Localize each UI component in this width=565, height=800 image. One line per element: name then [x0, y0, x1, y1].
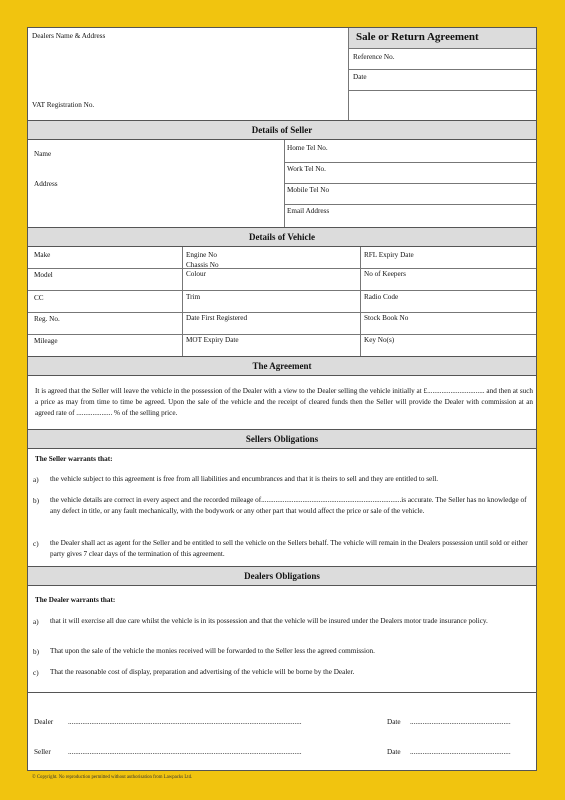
divider — [284, 162, 536, 163]
list-item: the Dealer shall act as agent for the Seller and be entitled to sell the vehicle on the Sellers behalf. The vehicle will remain in the Dealers possession until sold or either party gives 7 clear days of the termination of this agreement. — [50, 539, 528, 558]
list-letter: b) — [33, 648, 39, 656]
colour-label: Colour — [186, 270, 206, 278]
agreement-text: It is agreed that the Seller will leave the vehicle in the possession of the Dealer with a view to the Dealer selling the vehicle initially at £................................ and then at such a price as may from time to time be agreed. Upon the sale of the vehicle and the receipt of cleared funds then the Seller will provide the Dealer with commission at an agreed rate of .................... % of the selling price. — [35, 387, 533, 417]
dealer-sign-label: Dealer — [34, 718, 54, 726]
vehicle-heading: Details of Vehicle — [28, 227, 536, 247]
rfl-label: RFL Expiry Date — [364, 251, 414, 259]
agreement-heading: The Agreement — [28, 356, 536, 376]
seller-sign-label: Seller — [34, 748, 51, 756]
divider — [28, 334, 536, 335]
list-item: That the reasonable cost of display, preparation and advertising of the vehicle will be borne by the Dealer. — [50, 668, 355, 676]
divider — [360, 247, 361, 356]
list-item: That upon the sale of the vehicle the monies received will be forwarded to the Seller less the agreed commission. — [50, 647, 375, 655]
date-label: Date — [353, 73, 367, 81]
divider — [349, 69, 536, 70]
divider — [28, 312, 536, 313]
sellers-obligations-heading: Sellers Obligations — [28, 429, 536, 449]
divider — [284, 183, 536, 184]
mobile-tel-label: Mobile Tel No — [287, 186, 330, 194]
first-reg-label: Date First Registered — [186, 314, 248, 322]
list-letter: c) — [33, 669, 39, 677]
agreement-form — [27, 27, 537, 771]
work-tel-label: Work Tel No. — [287, 165, 326, 173]
email-label: Email Address — [287, 207, 330, 215]
dealer-date-label: Date — [387, 718, 401, 726]
reg-label: Reg. No. — [34, 315, 60, 323]
list-letter: a) — [33, 618, 39, 626]
dealer-name-label: Dealers Name & Address — [32, 32, 106, 40]
home-tel-label: Home Tel No. — [287, 144, 328, 152]
seller-date-line[interactable]: ........................................................ — [410, 748, 511, 756]
mot-label: MOT Expiry Date — [186, 336, 239, 344]
seller-address-label: Address — [34, 180, 58, 188]
mileage-label: Mileage — [34, 337, 58, 345]
divider — [28, 268, 536, 269]
dealer-date-line[interactable]: ........................................................ — [410, 718, 511, 726]
cc-label: CC — [34, 294, 44, 302]
keys-label: Key No(s) — [364, 336, 395, 344]
list-letter: a) — [33, 476, 39, 484]
list-letter: b) — [33, 497, 39, 505]
make-label: Make — [34, 251, 51, 259]
trim-label: Trim — [186, 293, 201, 301]
seller-signature-line[interactable]: .................................................................................................................................. — [68, 748, 302, 756]
chassis-no-label: Chassis No — [186, 261, 219, 269]
reference-label: Reference No. — [353, 53, 395, 61]
seller-heading: Details of Seller — [28, 120, 536, 140]
list-letter: c) — [33, 540, 39, 548]
divider — [28, 692, 536, 693]
seller-warrants-intro: The Seller warrants that: — [35, 455, 113, 463]
model-label: Model — [34, 271, 53, 279]
seller-name-label: Name — [34, 150, 52, 158]
keepers-label: No of Keepers — [364, 270, 406, 278]
stock-label: Stock Book No — [364, 314, 409, 322]
vat-label: VAT Registration No. — [32, 101, 95, 109]
dealers-obligations-heading: Dealers Obligations — [28, 566, 536, 586]
radio-label: Radio Code — [364, 293, 399, 301]
divider — [182, 247, 183, 356]
list-item: the vehicle details are correct in every aspect and the recorded mileage of..............................................................................is accurate. The Seller has no knowledge of any defect in title, or any fault mechanically, with the bodywork or any other part that would affect the price or sale of the vehicle. — [50, 496, 527, 515]
divider — [28, 290, 536, 291]
dealer-signature-line[interactable]: .................................................................................................................................. — [68, 718, 302, 726]
divider — [349, 90, 536, 91]
dealer-warrants-intro: The Dealer warrants that: — [35, 596, 116, 604]
engine-no-label: Engine No — [186, 251, 217, 259]
divider — [284, 204, 536, 205]
list-item: the vehicle subject to this agreement is free from all liabilities and encumbrances and that it is theirs to sell and they are entitled to sell. — [50, 475, 439, 483]
divider — [284, 140, 285, 228]
copyright-notice: © Copyright. No reproduction permitted without authorisation from Lawpacks Ltd. — [32, 775, 193, 780]
form-title: Sale or Return Agreement — [356, 31, 479, 43]
seller-date-label: Date — [387, 748, 401, 756]
list-item: that it will exercise all due care whilst the vehicle is in its possession and that the vehicle will be insured under the Dealers motor trade insurance policy. — [50, 617, 488, 625]
